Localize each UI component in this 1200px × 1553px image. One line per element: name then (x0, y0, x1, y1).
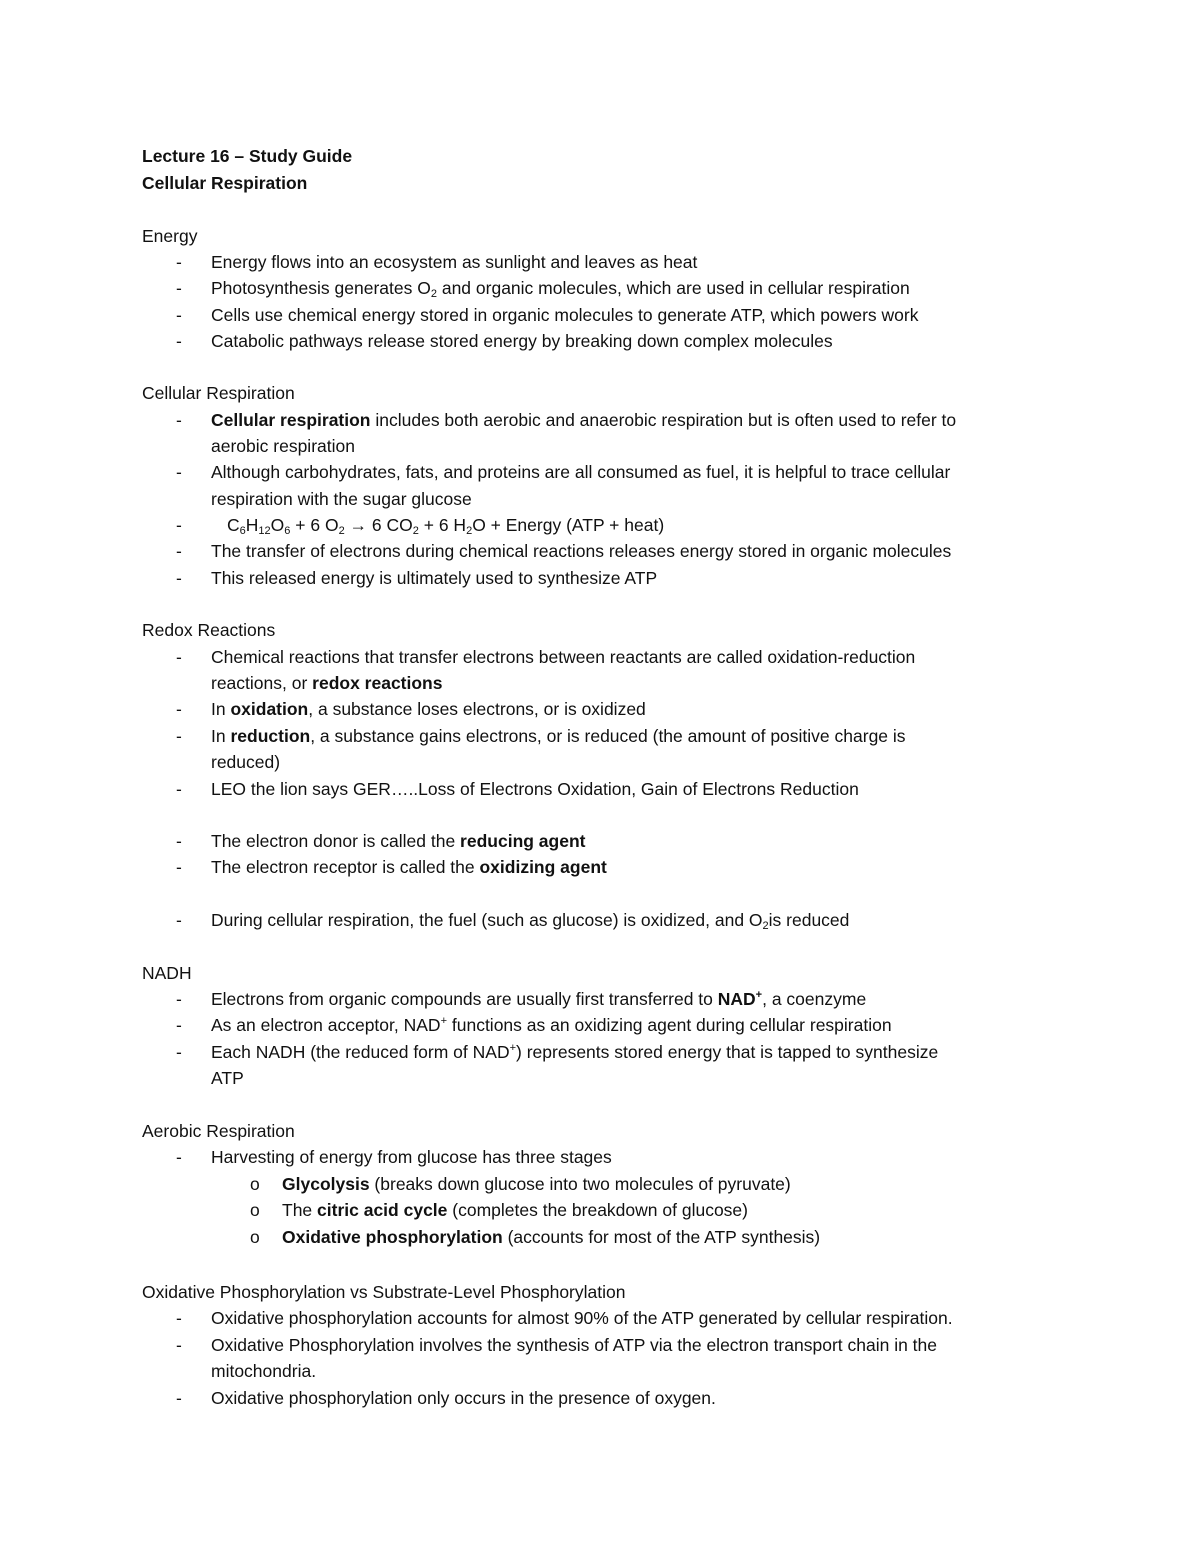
list-item: Catabolic pathways release stored energy by breaking down complex molecules (211, 331, 833, 351)
list-dash: - (176, 1015, 182, 1035)
list-item: The electron receptor is called the oxidizing agent (211, 857, 607, 877)
list-item: Oxidative Phosphorylation involves the synthesis of ATP via the electron transport chain in the (211, 1335, 938, 1355)
list-item: In oxidation, a substance loses electrons, or is oxidized (211, 699, 646, 719)
list-item: Although carbohydrates, fats, and proteins are all consumed as fuel, it is helpful to trace cellular (211, 462, 951, 482)
list-dash: - (176, 989, 182, 1009)
sub-list-item: The citric acid cycle (completes the breakdown of glucose) (282, 1200, 748, 1220)
list-dash: - (176, 305, 182, 325)
list-dash: - (176, 331, 182, 351)
list-dash: - (176, 1388, 182, 1408)
list-item: Cells use chemical energy stored in organic molecules to generate ATP, which powers work (211, 305, 919, 325)
list-item-continuation: mitochondria. (211, 1361, 317, 1381)
list-dash: - (176, 1308, 182, 1328)
section-heading-oxidative-phosphorylation: Oxidative Phosphorylation vs Substrate-Level Phosphorylation (142, 1282, 626, 1302)
list-item: As an electron acceptor, NAD+ functions as an oxidizing agent during cellular respiration (211, 1015, 892, 1035)
list-item: Oxidative phosphorylation accounts for almost 90% of the ATP generated by cellular respiration. (211, 1308, 953, 1328)
list-dash: - (176, 647, 182, 667)
list-item: LEO the lion says GER…..Loss of Electrons Oxidation, Gain of Electrons Reduction (211, 779, 859, 799)
list-item: Photosynthesis generates $O_2$ and organic molecules, which are used in cellular respiration (211, 278, 910, 300)
list-dash: - (176, 1147, 182, 1167)
list-item-continuation: aerobic respiration (211, 436, 355, 456)
list-item: Harvesting of energy from glucose has three stages (211, 1147, 612, 1167)
sub-bullet: o (250, 1200, 260, 1220)
list-item-continuation: reduced) (211, 752, 281, 772)
sub-list-item: Glycolysis (breaks down glucose into two molecules of pyruvate) (282, 1174, 791, 1194)
list-item: During cellular respiration, the fuel (such as glucose) is oxidized, and $O_2is$ reduced (211, 910, 850, 932)
list-item-continuation: ATP (211, 1068, 244, 1088)
list-dash: - (176, 278, 182, 298)
sub-list-item: Oxidative phosphorylation (accounts for most of the ATP synthesis) (282, 1227, 821, 1247)
document-title: Lecture 16 – Study Guide (142, 146, 353, 166)
list-item: Cellular respiration includes both aerobic and anaerobic respiration but is often used to refer to (211, 410, 957, 430)
section-heading-aerobic-respiration: Aerobic Respiration (142, 1121, 295, 1141)
list-dash: - (176, 568, 182, 588)
list-item: In reduction, a substance gains electrons, or is reduced (the amount of positive charge is (211, 726, 906, 746)
list-item: Chemical reactions that transfer electrons between reactants are called oxidation-reduction (211, 647, 916, 667)
glucose-equation: $C_6H_{12}O_6 + 6$ $O_2 \to 6$ $CO_2 + 6$ $H_2O$ + Energy (ATP + heat) (227, 515, 665, 537)
list-item: The transfer of electrons during chemical reactions releases energy stored in organic molecules (211, 541, 952, 561)
sub-bullet: o (250, 1174, 260, 1194)
list-item: Oxidative phosphorylation only occurs in the presence of oxygen. (211, 1388, 716, 1408)
list-item: Energy flows into an ecosystem as sunlight and leaves as heat (211, 252, 698, 272)
list-dash: - (176, 541, 182, 561)
list-dash: - (176, 831, 182, 851)
list-item: The electron donor is called the reducing agent (211, 831, 586, 851)
list-dash: - (176, 515, 182, 535)
list-dash: - (176, 252, 182, 272)
list-dash: - (176, 1335, 182, 1355)
list-dash: - (176, 726, 182, 746)
list-item-continuation: respiration with the sugar glucose (211, 489, 472, 509)
list-dash: - (176, 410, 182, 430)
section-heading-nadh: NADH (142, 963, 192, 983)
list-dash: - (176, 910, 182, 930)
list-dash: - (176, 857, 182, 877)
list-item-continuation: reactions, or redox reactions (211, 673, 443, 693)
list-dash: - (176, 699, 182, 719)
list-item: This released energy is ultimately used to synthesize ATP (211, 568, 658, 588)
list-dash: - (176, 1042, 182, 1062)
section-heading-redox-reactions: Redox Reactions (142, 620, 276, 640)
document-subtitle: Cellular Respiration (142, 173, 308, 193)
list-item: Electrons from organic compounds are usually first transferred to NAD+, a coenzyme (211, 989, 867, 1009)
list-item: Each NADH (the reduced form of NAD+) represents stored energy that is tapped to synthesize (211, 1042, 939, 1062)
section-heading-energy: Energy (142, 226, 198, 246)
section-heading-cellular-respiration: Cellular Respiration (142, 383, 295, 403)
sub-bullet: o (250, 1227, 260, 1247)
list-dash: - (176, 779, 182, 799)
list-dash: - (176, 462, 182, 482)
